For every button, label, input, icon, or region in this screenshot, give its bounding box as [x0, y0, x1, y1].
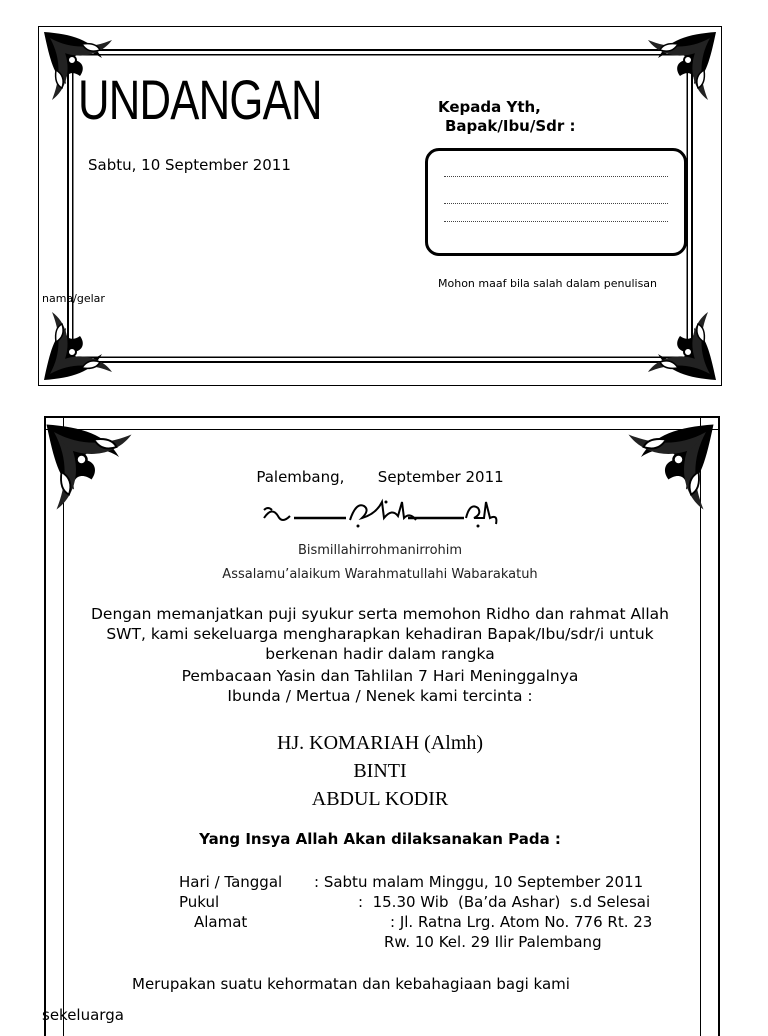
address-line	[444, 176, 668, 178]
recipient-address-box[interactable]	[425, 148, 687, 256]
ornament-corner-icon	[47, 425, 132, 510]
opening-line-1: Dengan memanjatkan puji syukur serta memohon Ridho dan rahmat Allah	[90, 605, 669, 623]
address-value: : Jl. Ratna Lrg. Atom No. 776 Rt. 23	[390, 913, 653, 931]
address-line	[444, 203, 668, 205]
greeting-salam: Assalamu’alaikum Warahmatullahi Wabarakatuh	[222, 567, 538, 582]
deceased-name: HJ. KOMARIAH (Almh)	[276, 732, 484, 754]
time-label: Pukul	[179, 893, 220, 911]
place-date: Palembang, September 2011	[256, 468, 504, 486]
recipient-heading	[438, 98, 576, 136]
bismillah-calligraphy-icon	[258, 496, 502, 530]
apology-note: Mohon maaf bila salah dalam penulisan	[438, 277, 658, 290]
address-line	[444, 221, 668, 223]
opening-paragraph	[46, 604, 714, 664]
address-value-2: Rw. 10 Kel. 29 Ilir Palembang	[384, 933, 602, 951]
schedule-intro: Yang Insya Allah Akan dilaksanakan Pada :	[199, 830, 561, 848]
day-label: Hari / Tanggal	[179, 873, 283, 891]
deceased-father-name: ABDUL KODIR	[311, 788, 449, 810]
closing-line-2: sekeluarga	[42, 1006, 124, 1024]
event-line-2: Ibunda / Mertua / Nenek kami tercinta :	[227, 687, 533, 705]
address-label: Alamat	[194, 913, 248, 931]
opening-line-3: berkenan hadir dalam rangka	[265, 645, 495, 663]
event-description	[40, 666, 720, 706]
apology-note-cont: nama/gelar	[42, 292, 105, 305]
bismillah-text: Bismillahirrohmanirrohim	[297, 543, 463, 558]
envelope-date: Sabtu, 10 September 2011	[88, 156, 291, 174]
time-value: : 15.30 Wib (Ba’da Ashar) s.d Selesai	[358, 893, 651, 911]
opening-line-2: SWT, kami sekeluarga mengharapkan kehadiran Bapak/Ibu/sdr/i untuk	[106, 625, 654, 643]
deceased-binti: BINTI	[353, 760, 407, 782]
envelope-title: UNDANGAN	[78, 68, 322, 131]
ornament-corner-icon	[648, 312, 716, 380]
ornament-corner-icon	[629, 425, 714, 510]
recipient-line-2: Bapak/Ibu/Sdr :	[445, 117, 576, 135]
closing-line-1: Merupakan suatu kehormatan dan kebahagiaan bagi kami	[132, 975, 570, 993]
ornament-corner-icon	[648, 32, 716, 100]
day-value: : Sabtu malam Minggu, 10 September 2011	[314, 873, 644, 891]
event-line-1: Pembacaan Yasin dan Tahlilan 7 Hari Meninggalnya	[181, 667, 579, 685]
ornament-corner-icon	[44, 312, 112, 380]
recipient-line-1: Kepada Yth,	[438, 98, 541, 116]
